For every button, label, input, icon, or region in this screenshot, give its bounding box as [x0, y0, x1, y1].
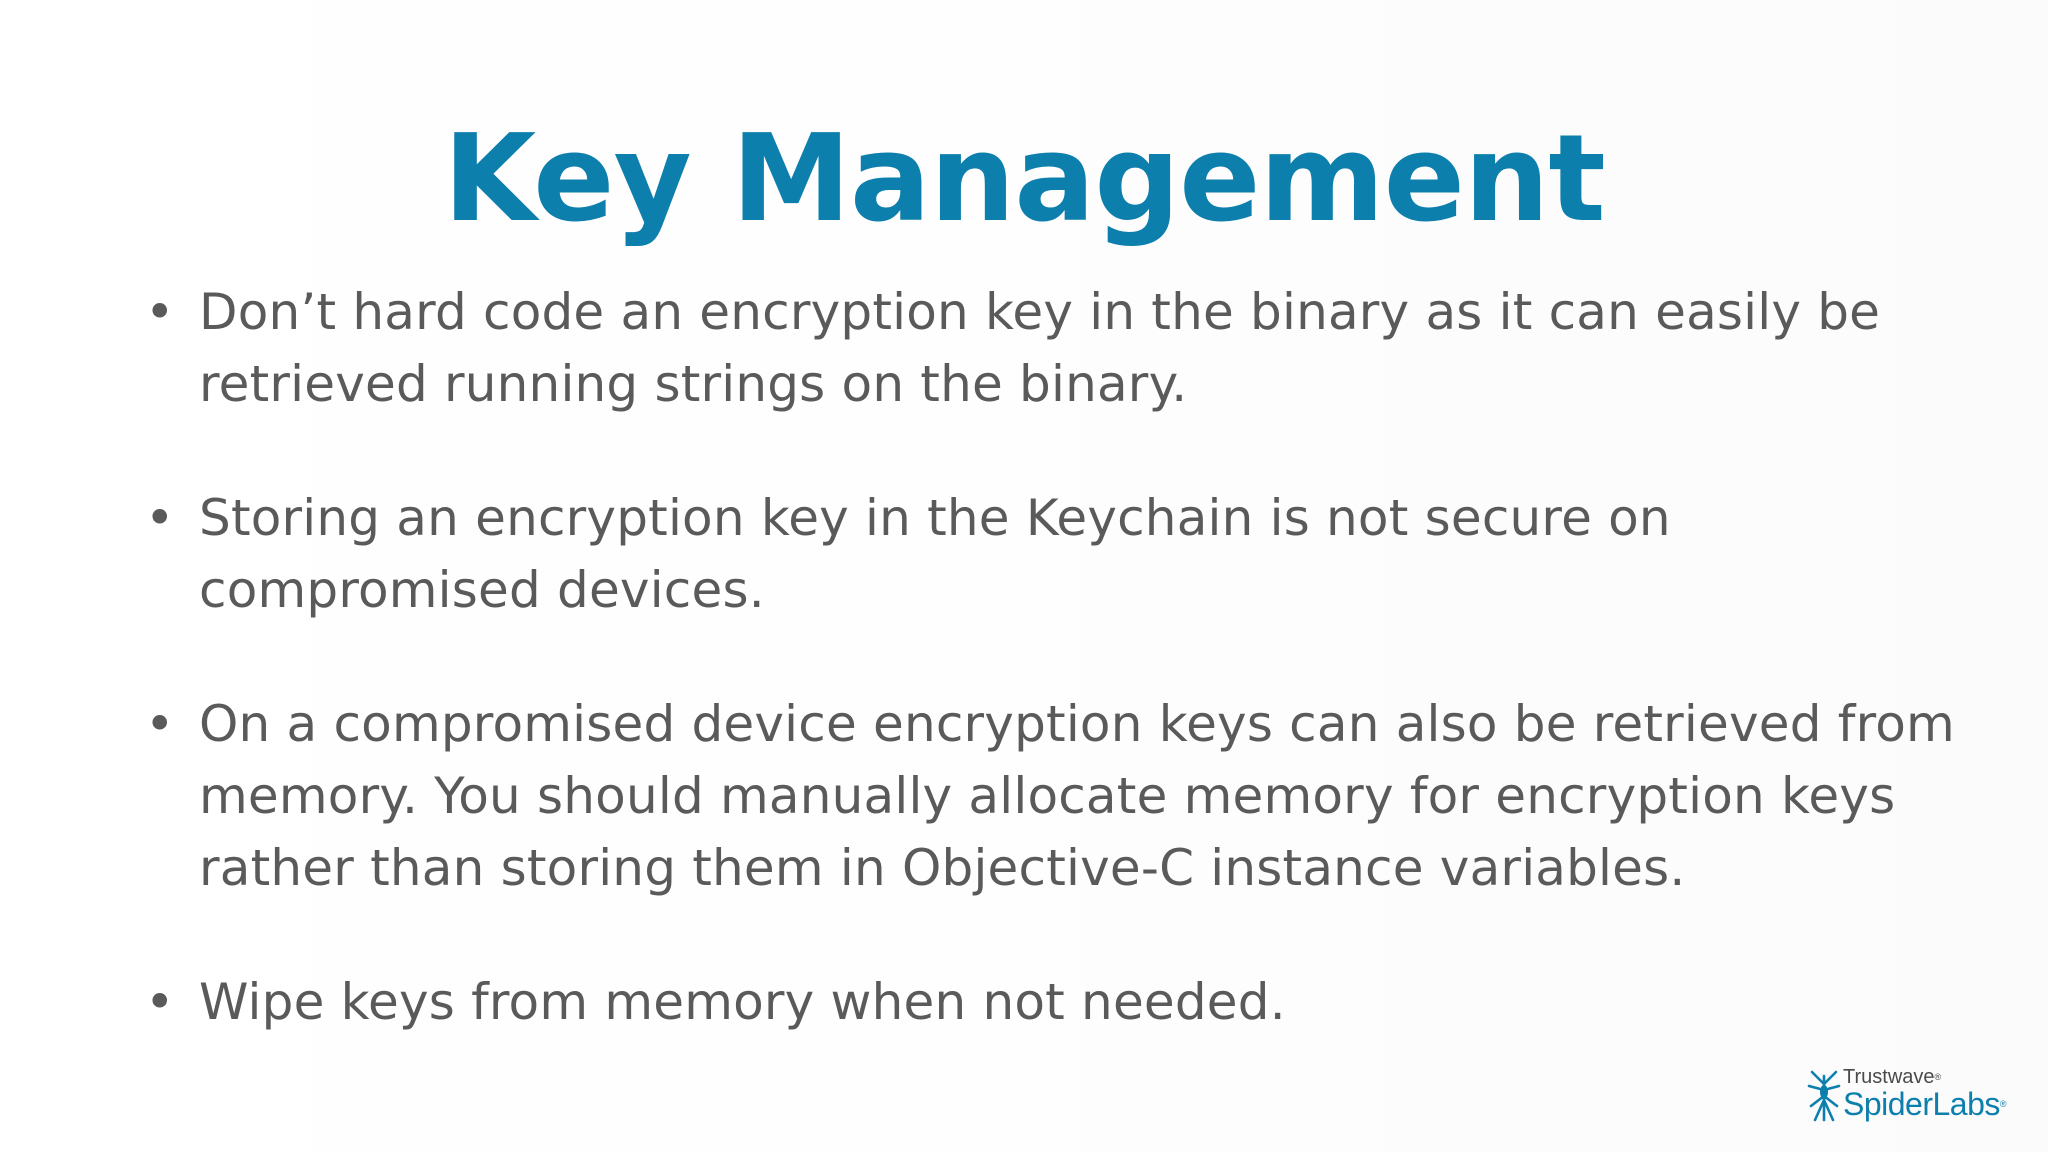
- bullet-line: rather than storing them in Objective-C instance variables.: [199, 839, 1686, 897]
- bullet-dot: •: [145, 973, 175, 1031]
- bullet-line: Wipe keys from memory when not needed.: [199, 973, 1286, 1031]
- bullet-line: Storing an encryption key in the Keychain is not secure on: [199, 489, 1671, 547]
- bullet-line: On a compromised device encryption keys can also be retrieved from: [199, 695, 1955, 753]
- bullet-item: [145, 966, 2029, 1038]
- bullet-item: [145, 482, 2029, 626]
- bullet-line: compromised devices.: [199, 561, 765, 619]
- bullet-item: [145, 276, 2029, 420]
- bullet-line: retrieved running strings on the binary.: [199, 355, 1188, 413]
- bullet-dot: •: [145, 489, 175, 547]
- bullet-line: memory. You should manually allocate memory for encryption keys: [199, 767, 1896, 825]
- bullet-line: Don’t hard code an encryption key in the binary as it can easily be: [199, 283, 1881, 341]
- bullet-item: [145, 688, 2029, 904]
- bullet-dot: •: [145, 283, 175, 341]
- logo-spiderlabs-text: SpiderLabs®: [1843, 1086, 2007, 1122]
- logo-trustwave-text: Trustwave®: [1843, 1066, 1942, 1088]
- bullet-dot: •: [145, 695, 175, 753]
- trustwave-spiderlabs-logo: [1807, 1066, 2022, 1124]
- slide-title: Key Management: [443, 110, 1605, 249]
- spider-icon: [1807, 1070, 1841, 1122]
